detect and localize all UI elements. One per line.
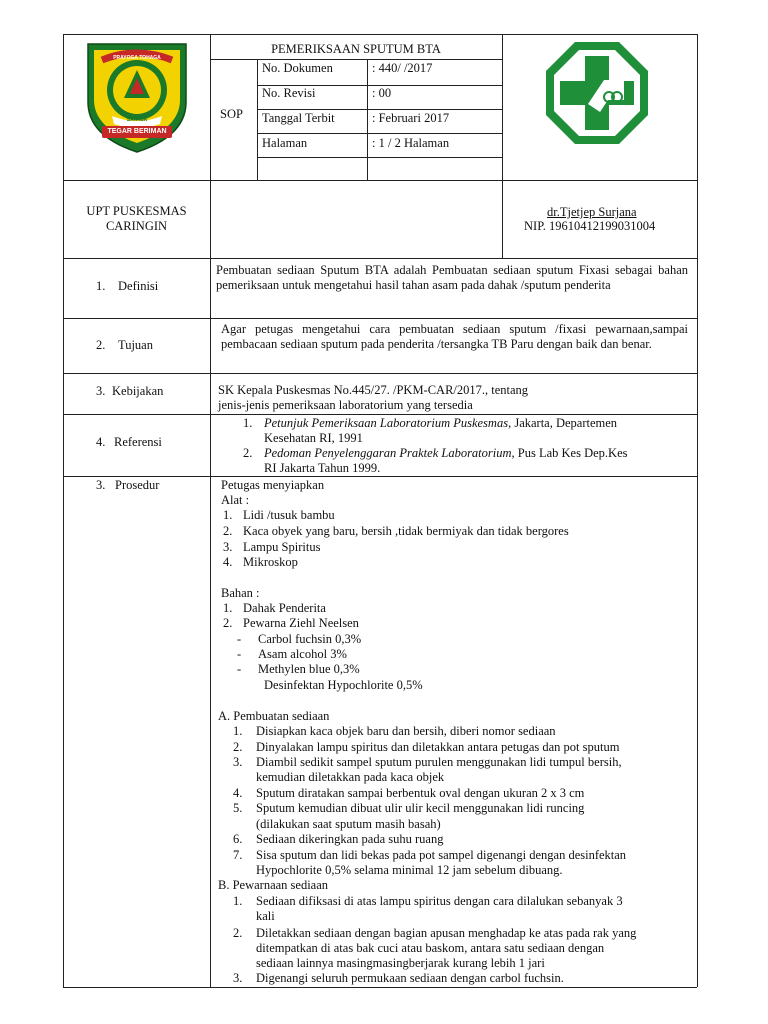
a-step-line1: Sisa sputum dan lidi bekas pada pot sampel digenangi dengan desinfektan [256,848,627,862]
alat-item-number: 1. [223,508,233,522]
revision-value: : 00 [372,86,392,100]
page-label: Halaman [262,136,308,150]
alat-item-text: Mikroskop [243,555,298,569]
a-step-number: 6. [233,832,243,846]
pewarna-item: Asam alcohol 3% [258,647,347,661]
doc-number-value: : 440/ /2017 [372,61,433,75]
tujuan-number: 2. [96,338,106,352]
referensi-item-publisher: , Pus Lab Kes Dep.Kes [511,446,628,460]
regency-emblem-logo [80,40,194,154]
tujuan-label: Tujuan [118,338,153,352]
b-step-line3: sediaan lainnya masingmasingberjarak kurang lebih 1 jari [256,956,545,970]
referensi-item-title: Petunjuk Pemeriksaan Laboratorium Puskesmas [264,416,509,430]
sop-label: SOP [220,107,243,121]
a-step-line2: Hypochlorite 0,5% selama minimal 12 jam sebelum dibuang. [256,863,563,877]
referensi-label: Referensi [114,435,162,449]
b-step-line2: ditempatkan di atas bak cuci atau baskom, antara satu sediaan dengan [256,941,605,955]
alat-item-text: Lampu Spiritus [243,540,321,554]
section-a-title: A. Pembuatan sediaan [218,709,330,723]
issue-date-value: : Februari 2017 [372,111,450,125]
a-step-line1: Sediaan dikeringkan pada suhu ruang [256,832,444,846]
signer-name: dr.Tjetjep Surjana [547,205,637,219]
logo-ribbon-top: PRAYOGA TOHAGA [113,55,161,61]
b-step-number: 1. [233,894,243,908]
bahan-item-number: 1. [223,601,233,615]
kebijakan-number: 3. [96,384,106,398]
definisi-label: Definisi [118,279,159,293]
page-value: : 1 / 2 Halaman [372,136,450,150]
b-step-line1: Digenangi seluruh permukaan sediaan dengan carbol fuchsin. [256,971,564,985]
org-name-line2: CARINGIN [105,219,168,233]
puskesmas-logo [544,40,650,146]
bahan-item-text: Dahak Penderita [243,601,326,615]
pewarna-bullet: - [237,632,242,646]
bahan-item-text: Pewarna Ziehl Neelsen [243,616,359,630]
issue-date-label: Tanggal Terbit [262,111,335,125]
referensi-number: 4. [96,435,106,449]
b-step-number: 2. [233,926,243,940]
alat-item-text: Kaca obyek yang baru, bersih ,tidak bermiyak dan tidak bergores [243,524,569,538]
bahan-item-number: 2. [223,616,233,630]
a-step-line1: Sputum diratakan sampai berbentuk oval dengan ukuran 2 x 3 cm [256,786,585,800]
tujuan-text: Agar petugas mengetahui cara pembuatan sediaan sputum /fixasi pewarnaan,sampai pembacaan sediaan sputum pada penderita /tersangka TB Paru dengan baik dan benar. [221,322,688,351]
alat-label: Alat : [221,493,250,507]
a-step-number: 7. [233,848,243,862]
pewarna-item: Carbol fuchsin 0,3% [258,632,362,646]
logo-motto: TEGAR BERIMAN [107,128,167,135]
b-step-line1: Sediaan difiksasi di atas lampu spiritus dengan cara dilalukan sebanyak 3 [256,894,623,908]
a-step-number: 2. [233,740,243,754]
revision-label: No. Revisi [262,86,316,100]
alat-item-number: 4. [223,555,233,569]
a-step-line2: (dilakukan saat sputum masih basah) [256,817,441,831]
section-b-title: B. Pewarnaan sediaan [218,878,329,892]
referensi-item-title: Pedoman Penyelenggaran Praktek Laboratorium [264,446,512,460]
b-step-number: 3. [233,971,243,985]
logo-ribbon-bottom: SAYAGA [126,117,148,123]
a-step-line1: Diambil sedikit sampel sputum purulen menggunakan lidi tumpul bersih, [256,755,622,769]
pewarna-item: Methylen blue 0,3% [258,662,360,676]
alat-item-number: 3. [223,540,233,554]
definisi-text: Pembuatan sediaan Sputum BTA adalah Pembuatan sediaan sputum Fixasi sebagai bahan pemeriksaan untuk mengetahui hasil tahan asam pada dahak /sputum penderita [216,263,688,292]
a-step-line1: Dinyalakan lampu spiritus dan diletakkan antara petugas dan pot sputum [256,740,620,754]
pewarna-bullet: - [237,662,242,676]
kebijakan-line2: jenis-jenis pemeriksaan laboratorium yang tersedia [218,398,473,412]
desinfektan-item: Desinfektan Hypochlorite 0,5% [264,678,423,692]
org-name-line1: UPT PUSKESMAS [86,204,187,218]
referensi-item-line2: Kesehatan RI, 1991 [264,431,363,445]
alat-item-text: Lidi /tusuk bambu [243,508,335,522]
a-step-line2: kemudian diletakkan pada kaca objek [256,770,445,784]
referensi-item-publisher: , Jakarta, Departemen [508,416,618,430]
prosedur-label: Prosedur [115,478,160,492]
kebijakan-label: Kebijakan [112,384,164,398]
b-step-line1: Diletakkan sediaan dengan bagian apusan menghadap ke atas pada rak yang [256,926,637,940]
a-step-number: 3. [233,755,243,769]
definisi-number: 1. [96,279,106,293]
pewarna-bullet: - [237,647,242,661]
alat-item-number: 2. [223,524,233,538]
prosedur-intro: Petugas menyiapkan [221,478,325,492]
b-step-line2: kali [256,909,275,923]
document-title: PEMERIKSAAN SPUTUM BTA [271,42,441,56]
signer-nip: NIP. 19610412199031004 [524,219,656,233]
a-step-line1: Sputum kemudian dibuat ulir ulir kecil menggunakan lidi runcing [256,801,585,815]
a-step-number: 4. [233,786,243,800]
a-step-line1: Disiapkan kaca objek baru dan bersih, diberi nomor sediaan [256,724,556,738]
referensi-item-line2: RI Jakarta Tahun 1999. [264,461,381,475]
doc-number-label: No. Dokumen [262,61,333,75]
referensi-item-number: 2. [243,446,253,460]
a-step-number: 1. [233,724,243,738]
referensi-item-line1 [264,446,628,461]
referensi-item-line1 [264,416,617,431]
bahan-label: Bahan : [221,586,260,600]
a-step-number: 5. [233,801,243,815]
prosedur-number: 3. [96,478,106,492]
referensi-item-number: 1. [243,416,253,430]
kebijakan-line1: SK Kepala Puskesmas No.445/27. /PKM-CAR/2017., tentang [218,383,529,397]
